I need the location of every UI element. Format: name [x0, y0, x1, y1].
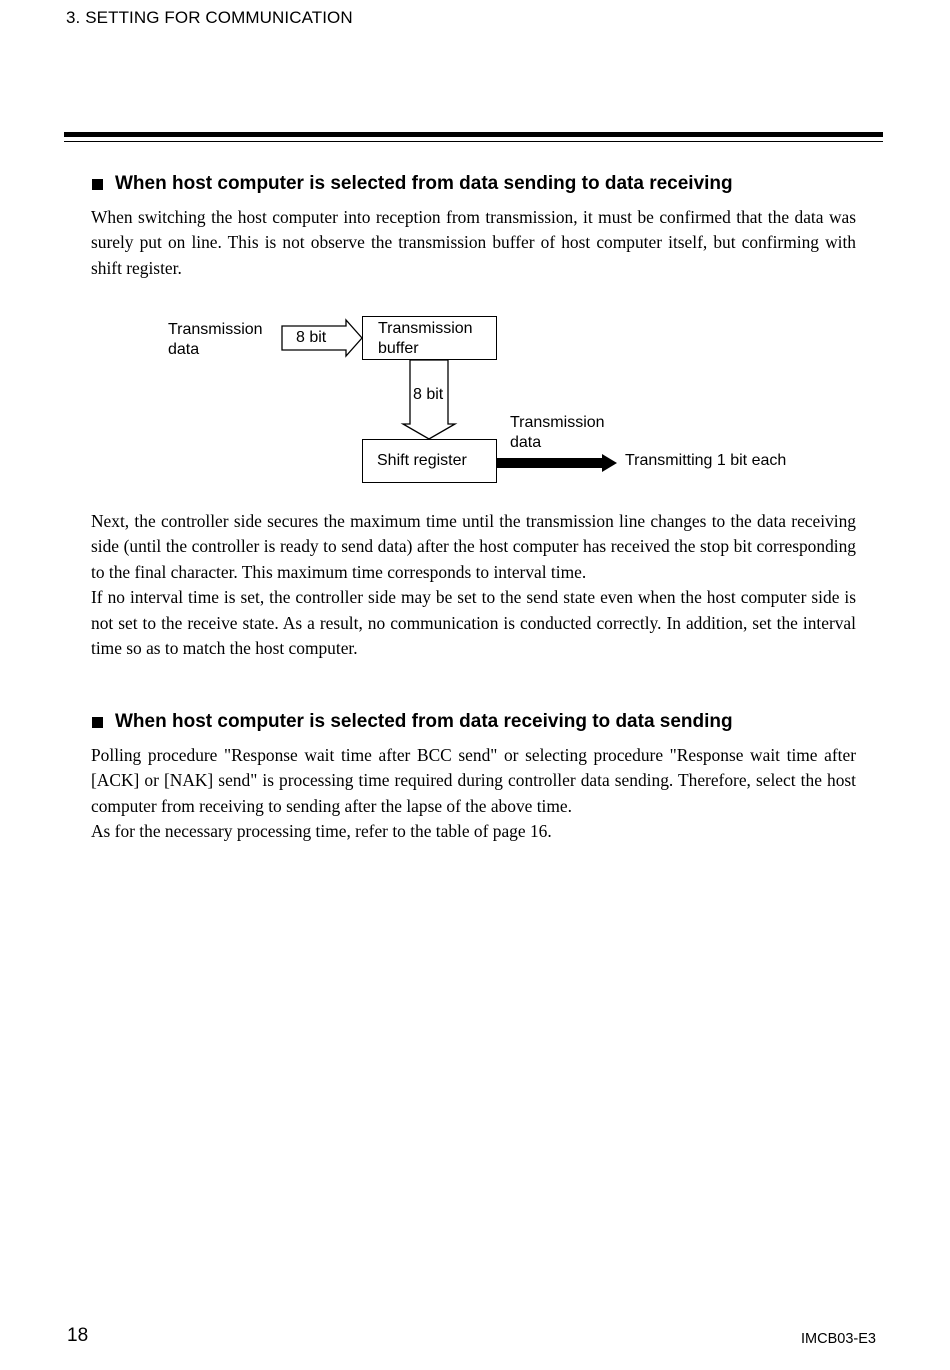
output-data-label: Transmission data [510, 414, 605, 451]
header-rule-thin [64, 141, 883, 142]
input-data-label: Transmission data [168, 321, 263, 358]
section2-paragraphs [91, 743, 856, 845]
section-heading-text: When host computer is selected from data receiving to data sending [115, 711, 733, 732]
document-code: IMCB03-E3 [801, 1331, 876, 1347]
arrow-8bit-label-vertical: 8 bit [413, 386, 444, 403]
paragraph-text: As for the necessary processing time, refer to the table of page 16. [91, 821, 552, 842]
running-title: 3. SETTING FOR COMMUNICATION [66, 8, 353, 27]
section-heading-sending-to-receiving [92, 173, 733, 195]
transmission-diagram [0, 300, 950, 500]
section1-intro-paragraph [91, 205, 856, 281]
page-number: 18 [67, 1325, 89, 1346]
transmission-buffer-box: Transmission buffer [362, 316, 497, 360]
paragraph-text: Next, the controller side secures the maximum time until the transmission line changes to the data receiving side (until the controller is ready to send data) after the host computer has received the stop bit corresponding to the final character. This maximum time corresponds to interval time. [91, 511, 856, 582]
header-rule-thick [64, 132, 883, 137]
paragraph-text: Polling procedure "Response wait time after BCC send" or selecting procedure "Response wait time after [ACK] or [NAK] send" is processing time required during controller data sending. Therefore, select the host computer from receiving to sending after the lapse of the above time. [91, 745, 856, 816]
section-heading-text: When host computer is selected from data sending to data receiving [115, 173, 733, 194]
section-heading-receiving-to-sending [92, 711, 733, 733]
paragraph-text: If no interval time is set, the controller side may be set to the send state even when the host computer side is not set to the receive state. As a result, no communication is conducted correctly. In addition, set the interval time so as to match the host computer. [91, 587, 856, 659]
square-bullet-icon [92, 179, 103, 190]
square-bullet-icon [92, 717, 103, 728]
section1-followup-paragraphs [91, 509, 856, 661]
shift-register-box: Shift register [362, 439, 497, 483]
solid-arrow-right-icon [497, 454, 617, 472]
paragraph-text: When switching the host computer into reception from transmission, it must be confirmed that the data was surely put on line. This is not observe the transmission buffer of host computer itself, but confirming with shift register. [91, 207, 856, 278]
output-caption: Transmitting 1 bit each [625, 452, 787, 469]
arrow-8bit-label-horizontal: 8 bit [296, 329, 327, 346]
